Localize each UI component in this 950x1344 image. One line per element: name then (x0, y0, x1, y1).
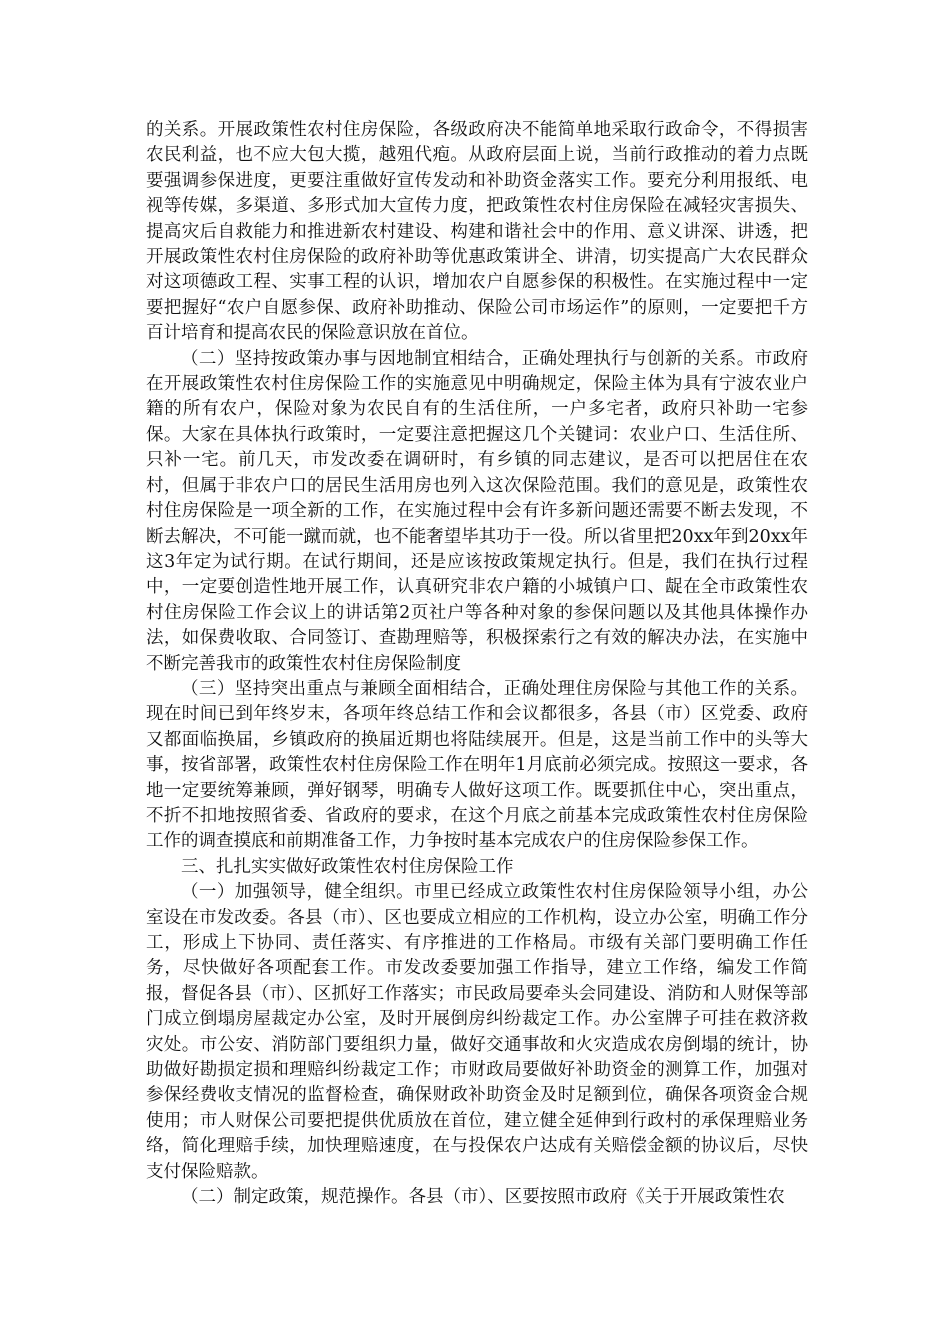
section-heading-3: 三、扎扎实实做好政策性农村住房保险工作 (181, 856, 514, 877)
paragraph-5: （二）制定政策，规范操作。各县（市）、区要按照市政府《关于开展政策性农 (181, 1187, 785, 1208)
paragraph-2: （二）坚持按政策办事与因地制宜相结合，正确处理执行与创新的关系。市政府在开展政策性农村住房保险工作的实施意见中明确规定，保险主体为具有宁波农业户籍的所有农户，保险对象为农民自有的生活住所，一户多宅者，政府只补助一宅参保。大家在具体执行政策时，一定要注意把握这几个关键词：农业户口、生活住所、只补一宅。前几天，市发改委在调研时，有乡镇的同志建议，是否可以把居住在农村，但属于非农户口的居民生活用房也列入这次保险范围。我们的意见是，政策性农村住房保险是一项全新的工作，在实施过程中会有许多新问题还需要不断去发现，不断去解决，不可能一蹴而就，也不能奢望毕其功于一役。所以省里把20xx年到20xx年这3年定为试行期。在试行期间，还是应该按政策规定执行。但是，我们在执行过程中，一定要创造性地开展工作，认真研究非农户籍的小城镇户口、龊在全市政策性农村住房保险工作会议上的讲话第2页社户等各种对象的参保问题以及其他具体操作办法，如保费收取、合同签订、查勘理赔等，积极探索行之有效的解决办法，在实施中不断完善我市的政策性农村住房保险制度 (146, 348, 808, 674)
paragraph-4: （一）加强领导，健全组织。市里已经成立政策性农村住房保险领导小组，办公室设在市发改委。各县（市）、区也要成立相应的工作机构，设立办公室，明确工作分工，形成上下协同、责任落实、有序推进的工作格局。市级有关部门要明确工作任务，尽快做好各项配套工作。市发改委要加强工作指导，建立工作络，编发工作简报，督促各县（市）、区抓好工作落实；市民政局要牵头会同建设、消防和人财保等部门成立倒塌房屋裁定办公室，及时开展倒房纠纷裁定工作。办公室牌子可挂在救济救灾处。市公安、消防部门要组织力量，做好交通事故和火灾造成农房倒塌的统计，协助做好勘损定损和理赔纠纷裁定工作；市财政局要做好补助资金的测算工作，加强对参保经费收支情况的监督检查，确保财政补助资金及时足额到位，确保各项资金合规使用；市人财保公司要把提供优质放在首位，建立健全延伸到行政村的承保理赔业务络，简化理赔手续，加快理赔速度，在与投保农户达成有关赔偿金额的协议后，尽快支付保险赔款。 (146, 882, 808, 1182)
paragraph-1: 的关系。开展政策性农村住房保险，各级政府决不能简单地采取行政命令，不得损害农民利益，也不应大包大揽，越殂代疱。从政府层面上说，当前行政推动的着力点既要强调参保进度，更要注重做好宣传发动和补助资金落实工作。要充分利用报纸、电视等传媒，多渠道、多形式加大宣传力度，把政策性农村住房保险在减轻灾害损失、提高灾后自救能力和推进新农村建设、构建和谐社会中的作用、意义讲深、讲透，把开展政策性农村住房保险的政府补助等优惠政策讲全、讲清，切实提高广大农民群众对这项德政工程、实事工程的认识，增加农户自愿参保的积极性。在实施过程中一定要把握好“农户自愿参保、政府补助推动、保险公司市场运作”的原则，一定要把千方百计培育和提高农民的保险意识放在首位。 (146, 120, 808, 344)
document-body (146, 118, 808, 1210)
paragraph-3: （三）坚持突出重点与兼顾全面相结合，正确处理住房保险与其他工作的关系。现在时间已到年终岁末，各项年终总结工作和会议都很多，各县（市）区党委、政府又都面临换届，乡镇政府的换届近期也将陆续展开。但是，这是当前工作中的头等大事，按省部署，政策性农村住房保险工作在明年1月底前必须完成。按照这一要求，各地一定要统筹兼顾，弹好钢琴，明确专人做好这项工作。既要抓住中心，突出重点，不折不扣地按照省委、省政府的要求，在这个月底之前基本完成政策性农村住房保险工作的调查摸底和前期准备工作，力争按时基本完成农户的住房保险参保工作。 (146, 678, 808, 852)
